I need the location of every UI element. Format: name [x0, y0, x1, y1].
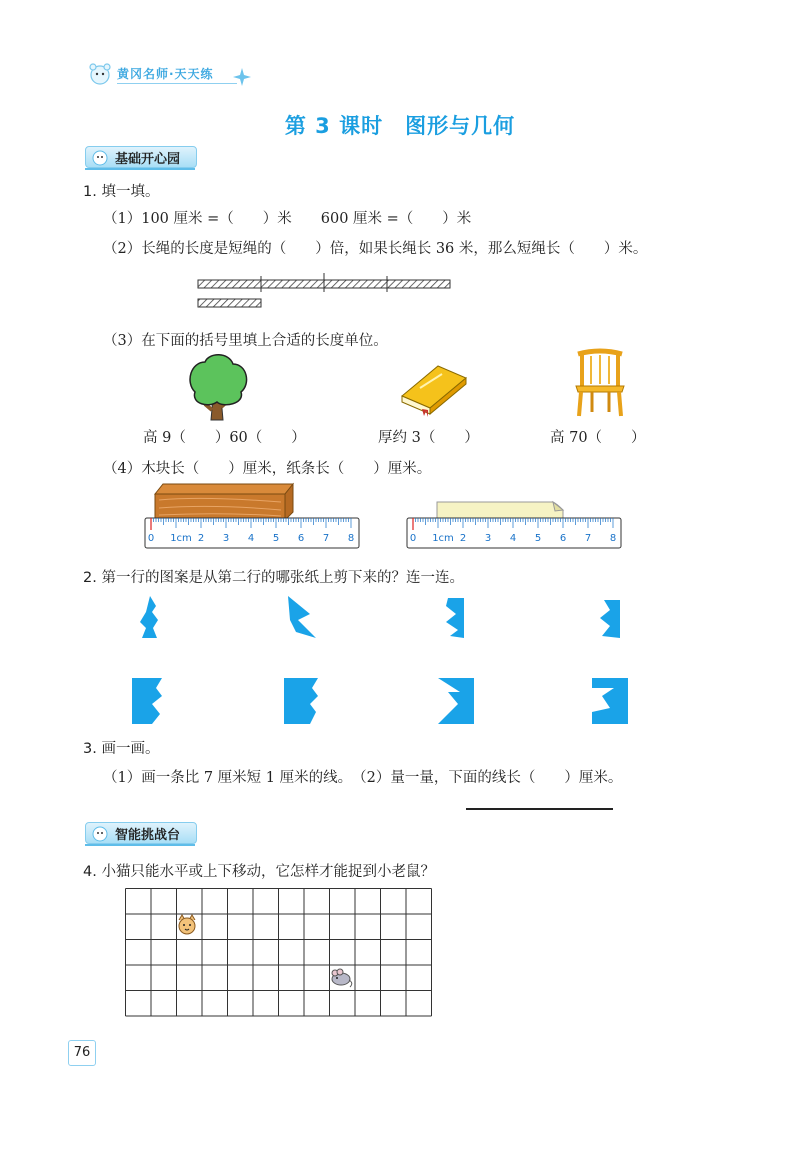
paper-sheet[interactable] — [284, 678, 318, 724]
ruler-label: 3 — [222, 533, 230, 544]
q3-heading: 3. 画一画。 — [83, 741, 160, 757]
ruler-label: 5 — [534, 533, 542, 544]
ruler-2-labels — [410, 533, 616, 544]
chair-picture — [572, 348, 628, 418]
movement-grid[interactable] — [125, 888, 435, 1020]
q1-part2: （2）长绳的长度是短绳的（ ）倍，如果长绳长 36 米，那么短绳长（ ）米。 — [103, 241, 648, 257]
paper-sheet[interactable] — [592, 678, 628, 724]
section-basic — [85, 146, 205, 168]
paper-ruler-diagram — [405, 480, 625, 552]
short-rope — [198, 299, 261, 307]
ruler-label: 5 — [272, 533, 280, 544]
page-title: 第 3 课时 图形与几何 — [284, 114, 516, 138]
ruler-label: 8 — [347, 533, 355, 544]
section-challenge-label: 智能挑战台 — [115, 828, 181, 843]
rope-diagram — [195, 268, 455, 312]
ruler-1-labels — [148, 533, 354, 544]
tree-picture — [183, 352, 253, 422]
ruler-label: 6 — [559, 533, 567, 544]
measure-line — [466, 808, 613, 810]
q1-part4: （4）木块长（ ）厘米，纸条长（ ）厘米。 — [103, 461, 432, 477]
q1-part3: （3）在下面的括号里填上合适的长度单位。 — [103, 333, 388, 349]
ruler-label: 0 — [147, 533, 155, 544]
q2-heading: 2. 第一行的图案是从第二行的哪张纸上剪下来的？连一连。 — [83, 570, 464, 586]
section-challenge-underline — [85, 844, 195, 846]
q3-part1: （1）画一条比 7 厘米短 1 厘米的线。 （2）量一量，下面的线长（ ）厘米。 — [103, 770, 623, 786]
ruler-label: 8 — [609, 533, 617, 544]
cut-piece[interactable] — [446, 598, 464, 638]
ruler-label: 1cm — [170, 533, 192, 544]
ruler-label: 7 — [584, 533, 592, 544]
ruler-label: 1cm — [432, 533, 454, 544]
paper-sheet[interactable] — [438, 678, 474, 724]
brand-text: 黄冈名师·天天练 — [117, 67, 214, 81]
cutout-matching-diagram — [120, 592, 640, 732]
caption-book: 厚约 3（ ） — [378, 430, 479, 446]
q1-heading: 1. 填一填。 — [83, 184, 160, 200]
section-basic-label: 基础开心园 — [115, 152, 181, 167]
ruler-label: 2 — [459, 533, 467, 544]
cat-icon — [179, 915, 195, 934]
caption-tree: 高 9（ ）60（ ） — [143, 430, 306, 446]
ruler-label: 4 — [509, 533, 517, 544]
sparkle-icon — [233, 68, 251, 86]
ruler-label: 0 — [409, 533, 417, 544]
cut-piece[interactable] — [600, 600, 620, 638]
ruler-label: 4 — [247, 533, 255, 544]
wood-ruler-diagram — [143, 480, 363, 552]
bear-section-icon — [89, 147, 111, 167]
caption-chair: 高 70（ ） — [550, 430, 646, 446]
ruler-label: 2 — [197, 533, 205, 544]
ruler-label: 3 — [484, 533, 492, 544]
mouse-icon — [332, 969, 352, 987]
brand-header — [85, 62, 255, 86]
bear-section-icon — [89, 823, 111, 843]
section-challenge — [85, 822, 205, 844]
paper-sheet[interactable] — [132, 678, 162, 724]
ruler-label: 6 — [297, 533, 305, 544]
book-picture — [398, 362, 470, 418]
q1-part1: （1）100 厘米 =（ ）米 600 厘米 =（ ）米 — [103, 211, 472, 227]
page-number: 76 — [68, 1040, 96, 1066]
section-basic-underline — [85, 168, 195, 170]
bear-logo-icon — [85, 62, 115, 86]
cut-piece[interactable] — [288, 596, 316, 638]
q4-heading: 4. 小猫只能水平或上下移动，它怎样才能捉到小老鼠？ — [83, 864, 435, 880]
ruler-label: 7 — [322, 533, 330, 544]
brand-underline — [117, 83, 237, 84]
cut-piece[interactable] — [140, 596, 158, 638]
